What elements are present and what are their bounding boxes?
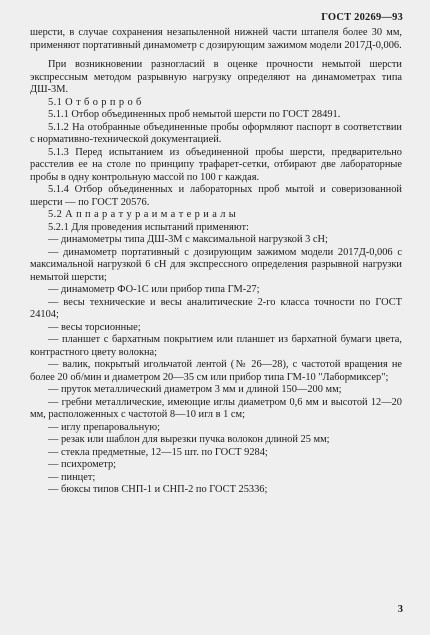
list-item: — пруток металлический диаметром 3 мм и длиной 150—200 мм;	[48, 384, 342, 395]
clause-5-1-1: 5.1.1 Отбор объединенных проб немытой шерсти по ГОСТ 28491.	[48, 109, 341, 120]
list-item: — планшет с бархатным покрытием или планшет из бархатной бумаги цвета, контрастного цвету волокна;	[30, 334, 402, 358]
list-item: — весы технические и весы аналитические 2-го класса точности по ГОСТ 24104;	[30, 296, 402, 320]
section-heading-5-2: 5.2 А п п а р а т у р а и м а т е р и а л ы	[48, 209, 237, 220]
list-item: — иглу препаровальную;	[48, 421, 160, 433]
page-number: 3	[397, 604, 403, 615]
paragraph-disputes: При возникновении разногласий в оценке прочности немытой шерсти экспрессным методом разрывную нагрузку определяют на динамометрах типа ДШ-3М.	[30, 59, 402, 95]
list-item: — гребни металлические, имеющие иглы диаметром 0,6 мм и высотой 12—20 мм, расположенных с частотой 8—10 игл в 1 см;	[30, 396, 402, 420]
list-item: — валик, покрытый игольчатой лентой (№ 26—28), с частотой вращения не более 20 об/мин и диаметром 20—35 см или прибор типа ГМ-10 "Лабормиксер";	[30, 359, 402, 383]
document-body	[30, 27, 402, 497]
list-item: — стекла предметные, 12—15 шт. по ГОСТ 9284;	[48, 446, 268, 458]
list-item: — динамометр ФО-1С или прибор типа ГМ-27;	[48, 284, 260, 295]
list-item: — резак или шаблон для вырезки пучка волокон длиной 25 мм;	[48, 434, 330, 445]
clause-5-1-3: 5.1.3 Перед испытанием из объединенной пробы шерсти, предварительно расстелив ее на столе по принципу трафарет-сетки, отбирают две лабораторные пробы в одну контрольную массой по 100 г каждая.	[30, 146, 402, 183]
section-heading-5-1: 5.1 О т б о р п р о б	[48, 96, 142, 108]
list-item: — психрометр;	[48, 459, 117, 470]
list-item: — бюксы типов СНП-1 и СНП-2 по ГОСТ 25336;	[48, 484, 268, 495]
list-item: — пинцет;	[48, 471, 96, 483]
list-item: — динамометры типа ДШ-3М с максимальной нагрузкой 3 сН;	[48, 234, 328, 245]
paragraph-continuation: шерсти, в случае сохранения незапыленной нижней части штапеля более 30 мм, применяют портативный динамометр с дозирующим зажимом модели 2017Д-0,006.	[30, 27, 402, 51]
list-item: — весы торсионные;	[48, 321, 141, 333]
clause-5-2-1: 5.2.1 Для проведения испытаний применяют:	[48, 221, 249, 233]
clause-5-1-4: 5.1.4 Отбор объединенных и лабораторных проб мытой и соверизованной шерсти — по ГОСТ 20576.	[30, 184, 402, 208]
clause-5-1-2: 5.1.2 На отобранные объединенные пробы оформляют паспорт в соответствии с нормативно-технической документацией.	[30, 121, 402, 145]
list-item: — динамометр портативный с дозирующим зажимом модели 2017Д-0,006 с максимальной нагрузкой 6 сН для экспрессного определения разрывной нагрузки немытой шерсти;	[30, 246, 402, 283]
document-header: ГОСТ 20269—93	[321, 12, 403, 23]
